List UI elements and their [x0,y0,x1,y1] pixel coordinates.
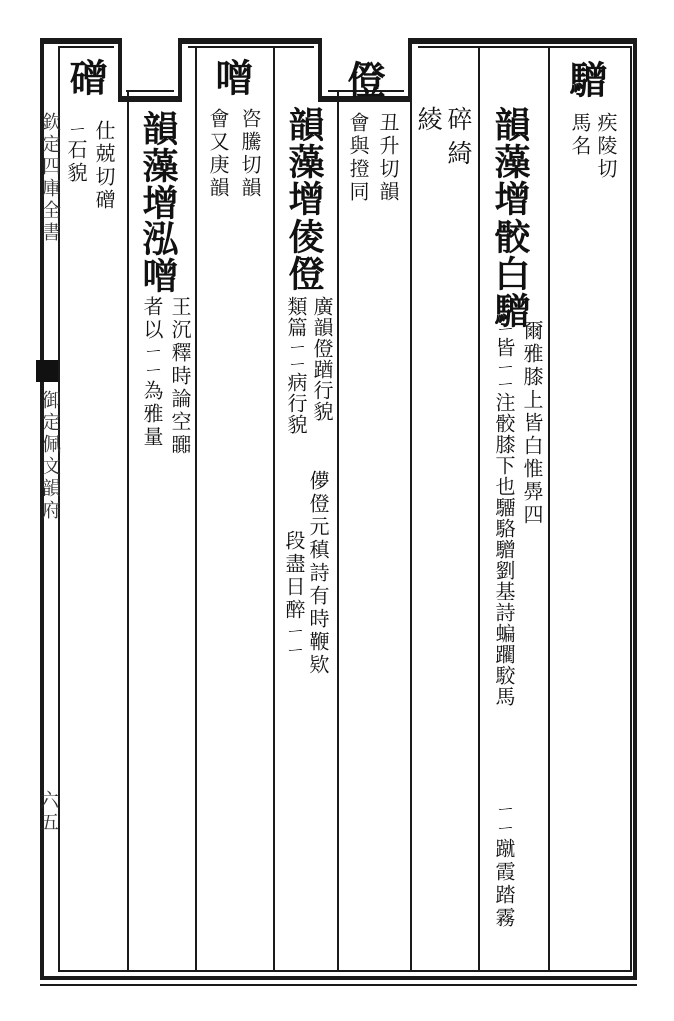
entry-term: 綾 [414,106,443,140]
column-divider [127,90,129,972]
top-border-inner [418,46,632,48]
headword-deng: 僜 [341,60,386,100]
entry-note: ㄧㄧ蹴霞踏霧 [492,800,516,930]
top-border-segment [318,38,322,102]
top-border-inner [188,46,314,48]
column-divider [273,48,275,972]
bottom-rule [40,984,637,986]
dict-label: 韻藻增 [283,106,325,217]
column-divider [410,90,412,972]
entry-note: ㄧ皆ㄧㄧ注骹膝下也驑駱驓劉基詩蝙躙駮馬 [492,320,516,707]
top-border-inner [58,46,114,48]
top-border-segment [178,38,182,102]
entry-note: 廣韻僜䠓行貌 [310,296,334,422]
headword-zeng-sound: 噌 [209,58,254,98]
reading-line: 疾陵切 [594,112,618,181]
volume-title: 御定佩文韻府 [39,390,61,522]
dict-label: 韻藻增 [489,106,531,217]
entry-term: 碎綺 [444,106,473,174]
entry-note: 類篇ㄧㄧ病行貌 [284,296,308,435]
top-border-segment [118,38,122,102]
reading-line: 咨騰切韻 [238,108,262,200]
top-border-inner [126,90,174,92]
top-border-segment [410,38,637,44]
column-divider [195,48,197,972]
reading-line: 仕兢切磳 [92,120,116,212]
reading-line: 丑升切韻 [376,112,400,204]
column-divider [548,48,550,972]
column-divider [337,90,339,972]
entry-note: 者以ㄧㄧ為雅量 [140,296,164,449]
entry-term: 倰僜 [283,218,325,292]
entry-note: 儚僜元稹詩有時鞭欵 [306,470,330,677]
top-border-segment [180,38,320,44]
entry-note: 段盡日醉ㄧㄧ [282,530,306,660]
entry-note: 爾雅膝上皆白惟馵四 [520,320,544,527]
reading-line: 會與撜同 [346,112,370,204]
book-title: 欽定四庫全書 [39,112,61,244]
top-border-segment [40,38,120,44]
headword-ceng-stone: 磳 [63,58,108,98]
dict-label: 韻藻增 [137,110,179,221]
entry-term: 骹白驓 [489,218,531,329]
entry-term: 泓噌 [137,220,179,294]
top-border-segment [120,96,180,102]
reading-line: 馬名 [568,112,592,158]
reading-line: ㄧ石貌 [64,120,88,185]
headword-zeng-horse: 驓 [563,60,608,100]
fish-tail-mark [36,360,58,382]
page-number: 六五 [37,790,59,834]
column-divider [478,48,480,972]
reading-line: 會又庚韻 [206,108,230,200]
entry-note: 王沉釋時論空嚻 [168,296,192,457]
